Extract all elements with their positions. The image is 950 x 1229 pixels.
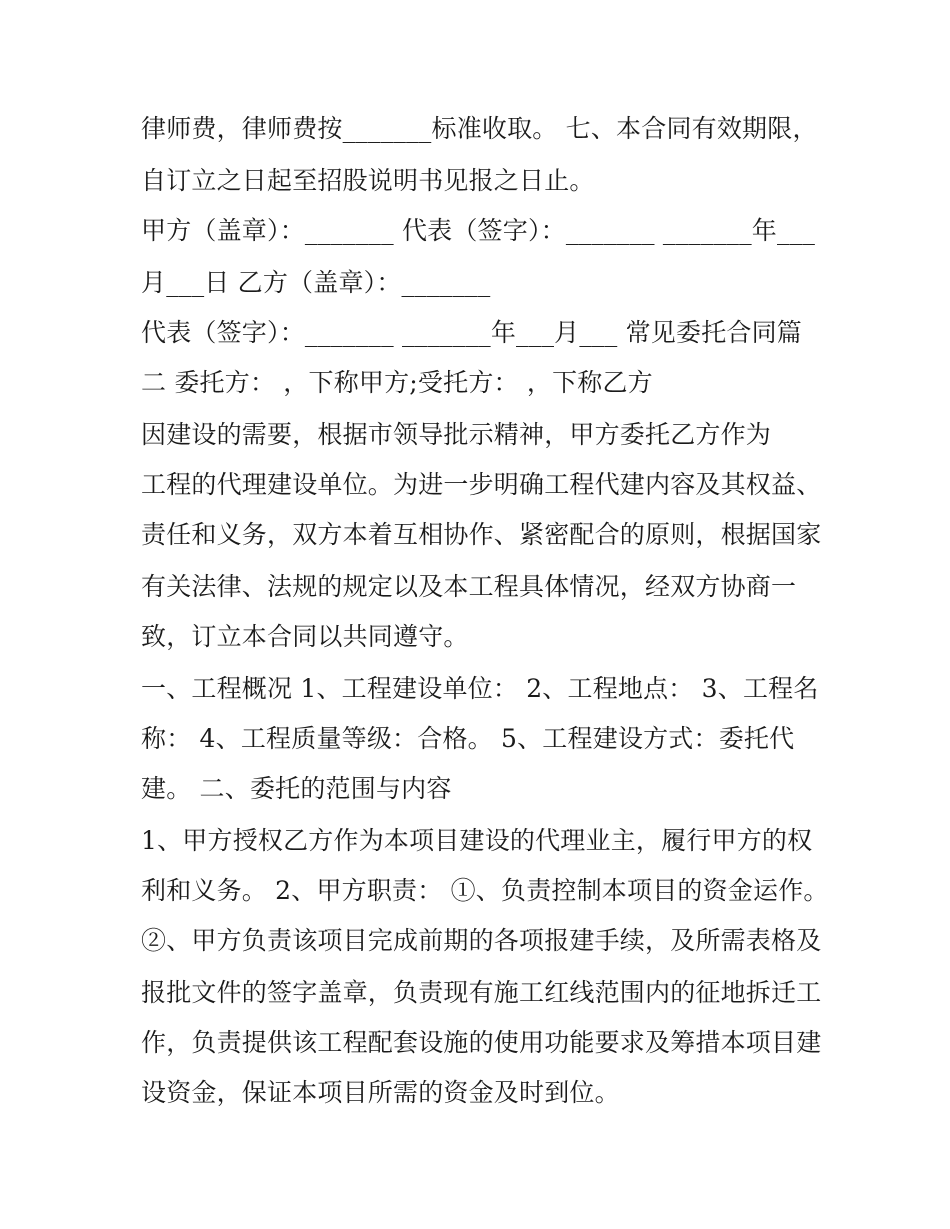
paragraph-line: 月___日 乙方（盖章）：_______: [141, 268, 491, 297]
paragraph-line: ②、甲方负责该项目完成前期的各项报建手续，及所需表格及: [141, 926, 822, 955]
paragraph-line: 建。 二、委托的范围与内容: [141, 774, 452, 803]
paragraph-line: 称： 4、工程质量等级：合格。 5、工程建设方式：委托代: [141, 724, 795, 753]
paragraph-line: 因建设的需要，根据市领导批示精神，甲方委托乙方作为: [141, 420, 772, 449]
paragraph-line: 有关法律、法规的规定以及本工程具体情况，经双方协商一: [141, 572, 797, 601]
paragraph-line: 自订立之日起至招股说明书见报之日止。: [141, 166, 595, 195]
paragraph-line: 作，负责提供该工程配套设施的使用功能要求及筹措本项目建: [141, 1028, 822, 1057]
paragraph-line: 一、工程概况 1、工程建设单位： 2、工程地点： 3、工程名: [141, 674, 819, 703]
paragraph-line: 责任和义务，双方本着互相协作、紧密配合的原则，根据国家: [141, 520, 822, 549]
paragraph-line: 工程的代理建设单位。为进一步明确工程代建内容及其权益、: [141, 470, 822, 499]
paragraph-line: 利和义务。 2、甲方职责： ①、负责控制本项目的资金运作。: [141, 876, 829, 905]
paragraph-line: 致，订立本合同以共同遵守。: [141, 622, 469, 651]
paragraph-line: 设资金，保证本项目所需的资金及时到位。: [141, 1078, 620, 1107]
paragraph-line: 二 委托方： ，下称甲方;受托方： ，下称乙方: [141, 368, 653, 397]
paragraph-line: 1、甲方授权乙方作为本项目建设的代理业主，履行甲方的权: [141, 826, 813, 855]
paragraph-line: 甲方（盖章）：_______ 代表（签字）：_______ _______年___: [141, 216, 816, 245]
paragraph-line: 代表（签字）：_______ _______年___月___ 常见委托合同篇: [141, 318, 802, 347]
paragraph-line: 律师费，律师费按_______标准收取。 七、本合同有效期限，: [141, 114, 818, 143]
paragraph-line: 报批文件的签字盖章，负责现有施工红线范围内的征地拆迁工: [141, 978, 822, 1007]
